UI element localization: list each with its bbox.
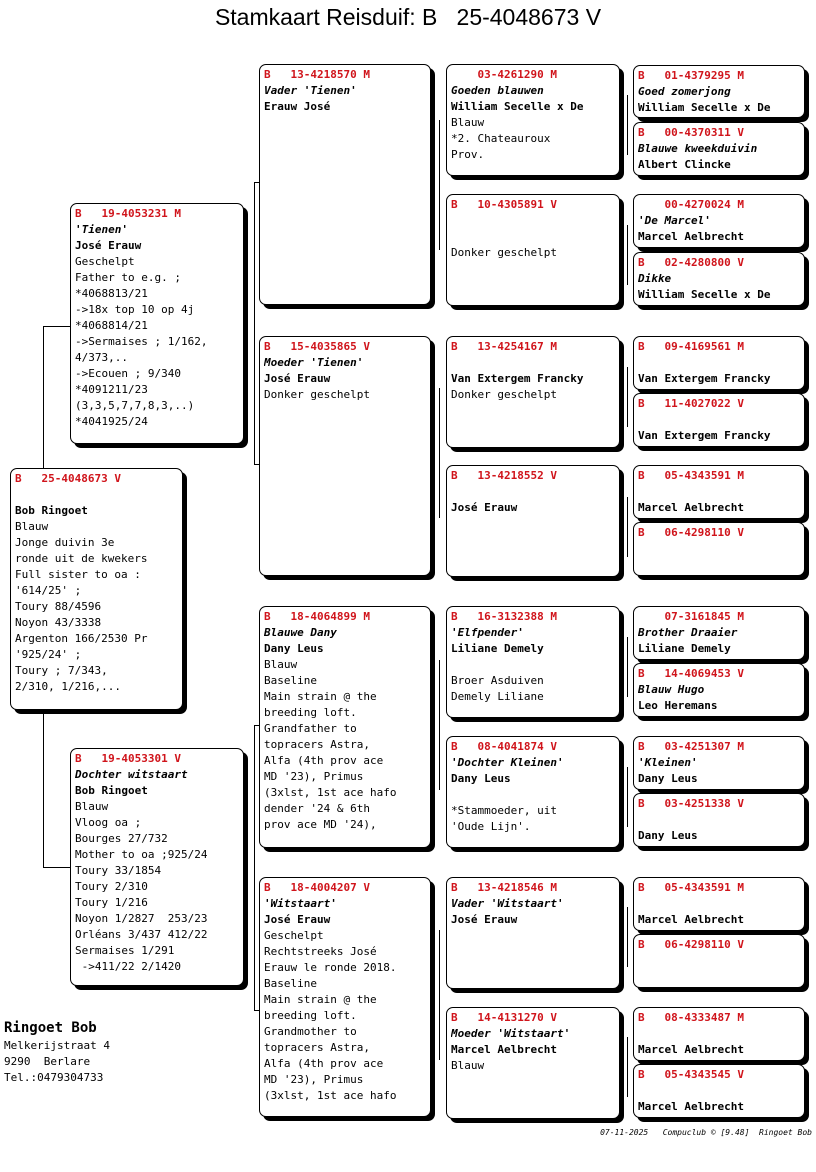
great-grandparent-card[interactable]	[446, 877, 620, 989]
card-line: ->Ecouen ; 9/340	[75, 367, 181, 380]
card-line: Father to e.g. ;	[75, 271, 181, 284]
owner-name: Ringoet Bob	[4, 1020, 97, 1036]
ancestor-card[interactable]	[633, 1007, 805, 1061]
card-line	[638, 1083, 800, 1099]
card-line: Toury ; 7/343,	[15, 664, 108, 677]
ancestor-card[interactable]	[633, 65, 805, 118]
card-line: Bob Ringoet	[75, 784, 148, 797]
ring-number: B 06-4298110 V	[638, 938, 744, 951]
card-line: Vloog oa ;	[75, 816, 142, 829]
ancestor-card[interactable]	[633, 194, 805, 248]
card-line: 4/373,..	[75, 351, 128, 364]
connector	[439, 930, 440, 1060]
card-line: Liliane Demely	[451, 642, 544, 655]
ring-number: B 16-3132388 M	[451, 610, 557, 623]
card-line: Alfa (4th prov ace	[264, 1057, 384, 1070]
sire-card[interactable]	[70, 203, 244, 444]
card-line: Brother Draaier	[638, 626, 738, 639]
ring-number: B 10-4305891 V	[451, 198, 557, 211]
card-line: 'Elfpender'	[451, 626, 524, 639]
ancestor-card[interactable]	[633, 336, 805, 390]
owner-city: 9290 Berlare	[4, 1055, 91, 1068]
ring-number: B 13-4218546 M	[451, 881, 557, 894]
card-line: Donker geschelpt	[264, 388, 370, 401]
card-line: Dochter witstaart	[75, 768, 188, 781]
footer-credit: 07-11-2025 Compuclub © [9.48] Ringoet Bob	[600, 1128, 812, 1137]
card-line: José Erauw	[451, 913, 518, 926]
card-line: 'Tienen'	[75, 223, 128, 236]
card-line: Blauw	[75, 800, 109, 813]
card-line: Donker geschelpt	[451, 246, 557, 259]
card-line: Donker geschelpt	[451, 388, 557, 401]
ancestor-card[interactable]	[633, 663, 805, 717]
ring-number: B 13-4218570 M	[264, 68, 370, 81]
card-line: Main strain @ the	[264, 690, 377, 703]
ring-number: B 18-4004207 V	[264, 881, 370, 894]
connector	[254, 182, 255, 464]
card-line: José Erauw	[451, 501, 518, 514]
ring-number: B 02-4280800 V	[638, 256, 744, 269]
card-line	[451, 657, 615, 673]
card-line: Leo Heremans	[638, 699, 718, 712]
connector	[627, 225, 628, 285]
card-line: Blauwe Dany	[264, 626, 337, 639]
card-line: Blauw	[264, 658, 298, 671]
owner-block	[4, 1018, 110, 1086]
card-line: Moeder 'Tienen'	[264, 356, 364, 369]
ring-number: B 19-4053301 V	[75, 752, 181, 765]
card-line: *4041925/24	[75, 415, 148, 428]
card-line: (3,3,5,7,7,8,3,..)	[75, 399, 195, 412]
card-line: ->18x top 10 op 4j	[75, 303, 195, 316]
connector	[627, 907, 628, 967]
great-grandparent-card[interactable]	[446, 736, 620, 848]
owner-street: Melkerijstraat 4	[4, 1039, 110, 1052]
card-line: Dany Leus	[451, 772, 511, 785]
card-line: Dany Leus	[638, 772, 698, 785]
card-line: José Erauw	[75, 239, 142, 252]
card-line	[451, 229, 615, 245]
ancestor-card[interactable]	[633, 393, 805, 447]
card-line: Toury 1/216	[75, 896, 148, 909]
ring-number: B 00-4370311 V	[638, 126, 744, 139]
ancestor-card[interactable]	[633, 793, 805, 847]
card-line	[638, 484, 800, 500]
card-line: Baseline	[264, 977, 317, 990]
ring-number: B 05-4343591 M	[638, 469, 744, 482]
card-line: Geschelpt	[264, 929, 324, 942]
card-line: dender '24 & 6th	[264, 802, 370, 815]
card-line: William Secelle x De	[638, 288, 771, 301]
card-line: Noyon 1/2827 253/23	[75, 912, 208, 925]
card-line: Marcel Aelbrecht	[638, 230, 744, 243]
ring-number: B 09-4169561 M	[638, 340, 744, 353]
connector	[627, 637, 628, 697]
card-line: Jonge duivin 3e	[15, 536, 115, 549]
card-line: Goed zomerjong	[638, 85, 731, 98]
card-line: prov ace MD '24),	[264, 818, 377, 831]
ring-number: B 25-4048673 V	[15, 472, 121, 485]
card-line	[15, 487, 178, 503]
connector	[439, 388, 440, 518]
ring-number: B 03-4251338 V	[638, 797, 744, 810]
card-line: Van Extergem Francky	[638, 372, 771, 385]
card-line: William Secelle x De	[451, 100, 584, 113]
connector	[43, 867, 71, 868]
connector	[43, 326, 71, 327]
great-grandparent-card[interactable]	[446, 606, 620, 718]
owner-phone: Tel.:0479304733	[4, 1071, 104, 1084]
card-line: Marcel Aelbrecht	[638, 913, 744, 926]
ancestor-card[interactable]	[633, 252, 805, 306]
ancestor-card[interactable]	[633, 1064, 805, 1118]
ancestor-card[interactable]	[633, 877, 805, 931]
ring-number: 03-4261290 M	[451, 68, 557, 81]
ring-number: B 18-4064899 M	[264, 610, 370, 623]
card-line: Baseline	[264, 674, 317, 687]
card-line: Orléans 3/437 412/22	[75, 928, 208, 941]
card-line: breeding loft.	[264, 706, 357, 719]
great-grandparent-card[interactable]	[446, 1007, 620, 1119]
card-line: Noyon 43/3338	[15, 616, 102, 629]
card-line: Blauwe kweekduivin	[638, 142, 758, 155]
card-line: Alfa (4th prov ace	[264, 754, 384, 767]
connector	[627, 367, 628, 427]
card-line: ronde uit de kwekers	[15, 552, 148, 565]
great-grandparent-card[interactable]	[446, 194, 620, 306]
card-line: Blauw	[15, 520, 49, 533]
card-line: '925/24' ;	[15, 648, 82, 661]
dam-card[interactable]	[70, 748, 244, 986]
ring-number: B 05-4343545 V	[638, 1068, 744, 1081]
card-line: 'Dochter Kleinen'	[451, 756, 564, 769]
card-line	[638, 355, 800, 371]
card-line: ->411/22 2/1420	[75, 960, 181, 973]
ring-number: B 15-4035865 V	[264, 340, 370, 353]
ancestor-card[interactable]	[633, 465, 805, 519]
card-line: Goeden blauwen	[451, 84, 544, 97]
card-line: Rechtstreeks José	[264, 945, 377, 958]
card-line: Full sister to oa :	[15, 568, 141, 581]
grandparent-card[interactable]	[259, 64, 431, 305]
card-line: Toury 2/310	[75, 880, 148, 893]
card-line: Bourges 27/732	[75, 832, 168, 845]
card-line	[638, 1026, 800, 1042]
card-line: Mother to oa ;925/24	[75, 848, 208, 861]
card-line: Dany Leus	[638, 829, 698, 842]
card-line: Grandfather to	[264, 722, 357, 735]
great-grandparent-card[interactable]	[446, 64, 620, 176]
card-line: Blauw Hugo	[638, 683, 705, 696]
connector	[627, 1037, 628, 1097]
page-title: Stamkaart Reisduif: B 25-4048673 V	[214, 4, 602, 30]
ring-number: B 14-4131270 V	[451, 1011, 557, 1024]
card-line	[451, 484, 615, 500]
connector	[627, 95, 628, 155]
card-line: Broer Asduiven	[451, 674, 544, 687]
card-line	[451, 787, 615, 803]
subject-card[interactable]	[10, 468, 183, 710]
card-line: Liliane Demely	[638, 642, 731, 655]
card-line: Vader 'Witstaart'	[451, 897, 564, 910]
card-line: Vader 'Tienen'	[264, 84, 357, 97]
card-line: Marcel Aelbrecht	[638, 501, 744, 514]
card-line: MD '23), Primus	[264, 1073, 364, 1086]
grandparent-card[interactable]	[259, 877, 431, 1117]
card-line: *Stammoeder, uit	[451, 804, 557, 817]
card-line: Toury 33/1854	[75, 864, 162, 877]
card-line: Bob Ringoet	[15, 504, 88, 517]
ancestor-card[interactable]	[633, 606, 805, 660]
ancestor-card[interactable]	[633, 522, 805, 576]
ancestor-card[interactable]	[633, 736, 805, 790]
card-line: Sermaises 1/291	[75, 944, 175, 957]
card-line: Toury 88/4596	[15, 600, 102, 613]
great-grandparent-card[interactable]	[446, 465, 620, 577]
card-line: 'De Marcel'	[638, 214, 711, 227]
ring-number: B 11-4027022 V	[638, 397, 744, 410]
card-line: Marcel Aelbrecht	[638, 1043, 744, 1056]
card-line: (3xlst, 1st ace hafo	[264, 786, 397, 799]
ring-number: B 08-4041874 V	[451, 740, 557, 753]
card-line: topracers Astra,	[264, 1041, 370, 1054]
card-line: Prov.	[451, 148, 485, 161]
ring-number: B 01-4379295 M	[638, 69, 744, 82]
card-line: 'Witstaart'	[264, 897, 337, 910]
card-line: Demely Liliane	[451, 690, 544, 703]
card-line: Marcel Aelbrecht	[638, 1100, 744, 1113]
card-line: Blauw	[451, 1059, 485, 1072]
connector	[43, 712, 44, 867]
card-line: Geschelpt	[75, 255, 135, 268]
connector	[439, 660, 440, 790]
card-line: Van Extergem Francky	[638, 429, 771, 442]
card-line: Erauw José	[264, 100, 331, 113]
ring-number: B 19-4053231 M	[75, 207, 181, 220]
ring-number: B 03-4251307 M	[638, 740, 744, 753]
card-line: MD '23), Primus	[264, 770, 364, 783]
card-line: topracers Astra,	[264, 738, 370, 751]
card-line: Argenton 166/2530 Pr	[15, 632, 148, 645]
card-line: Dany Leus	[264, 642, 324, 655]
card-line: Erauw le ronde 2018.	[264, 961, 397, 974]
card-line: 'Kleinen'	[638, 756, 698, 769]
ring-number: 07-3161845 M	[638, 610, 744, 623]
ring-number: B 13-4254167 M	[451, 340, 557, 353]
card-line: breeding loft.	[264, 1009, 357, 1022]
card-line: José Erauw	[264, 913, 331, 926]
card-line: William Secelle x De	[638, 101, 771, 114]
card-line	[451, 213, 615, 229]
card-line: *2. Chateauroux	[451, 132, 551, 145]
ring-number: B 13-4218552 V	[451, 469, 557, 482]
connector	[254, 725, 255, 1010]
card-line: ->Sermaises ; 1/162,	[75, 335, 208, 348]
ring-number: B 05-4343591 M	[638, 881, 744, 894]
card-line: *4068813/21	[75, 287, 148, 300]
card-line: *4068814/21	[75, 319, 148, 332]
ring-number: 00-4270024 M	[638, 198, 744, 211]
ring-number: B 08-4333487 M	[638, 1011, 744, 1024]
card-line: '614/25' ;	[15, 584, 82, 597]
card-line	[451, 355, 615, 371]
connector	[627, 497, 628, 557]
ring-number: B 06-4298110 V	[638, 526, 744, 539]
card-line: Dikke	[638, 272, 672, 285]
card-line	[638, 812, 800, 828]
grandparent-card[interactable]	[259, 336, 431, 576]
ring-number: B 14-4069453 V	[638, 667, 744, 680]
great-grandparent-card[interactable]	[446, 336, 620, 448]
card-line: 'Oude Lijn'.	[451, 820, 531, 833]
card-line: Albert Clincke	[638, 158, 731, 171]
card-line: Blauw	[451, 116, 485, 129]
card-line: Main strain @ the	[264, 993, 377, 1006]
card-line: Marcel Aelbrecht	[451, 1043, 557, 1056]
grandparent-card[interactable]	[259, 606, 431, 848]
connector	[627, 767, 628, 827]
card-line: Grandmother to	[264, 1025, 357, 1038]
card-line: 2/310, 1/216,...	[15, 680, 121, 693]
connector	[439, 120, 440, 250]
card-line: José Erauw	[264, 372, 331, 385]
connector	[43, 326, 44, 468]
ancestor-card[interactable]	[633, 934, 805, 988]
card-line: Van Extergem Francky	[451, 372, 584, 385]
card-line	[638, 896, 800, 912]
card-line: Moeder 'Witstaart'	[451, 1027, 571, 1040]
card-line: *4091211/23	[75, 383, 148, 396]
card-line	[638, 412, 800, 428]
card-line: (3xlst, 1st ace hafo	[264, 1089, 397, 1102]
ancestor-card[interactable]	[633, 122, 805, 176]
